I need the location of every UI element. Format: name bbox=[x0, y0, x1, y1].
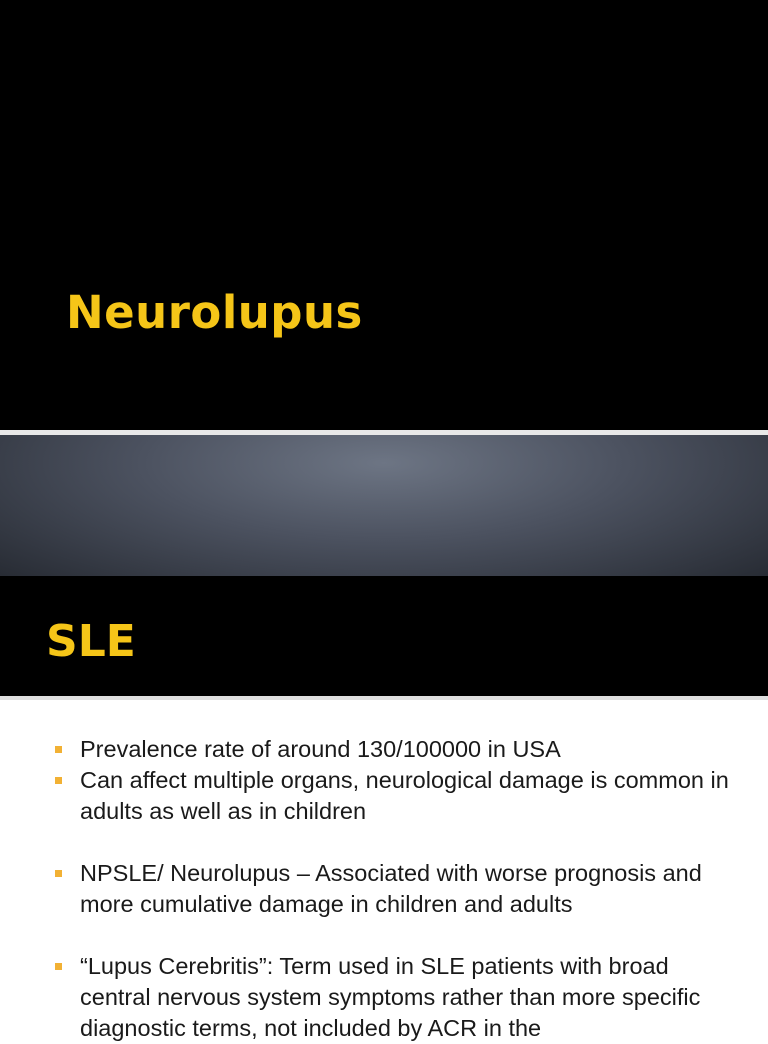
square-bullet-icon bbox=[55, 963, 62, 970]
content-slide-title: SLE bbox=[46, 616, 136, 667]
bullet-item bbox=[55, 858, 745, 920]
bullet-text: Can affect multiple organs, neurological damage is common in adults as well as in children bbox=[80, 767, 729, 824]
square-bullet-icon bbox=[55, 870, 62, 877]
slide-title: Neurolupus bbox=[66, 286, 363, 339]
bullet-list bbox=[55, 734, 745, 1044]
square-bullet-icon bbox=[55, 777, 62, 784]
gradient-band bbox=[0, 435, 768, 576]
bullet-text: NPSLE/ Neurolupus – Associated with worse prognosis and more cumulative damage in children and adults bbox=[80, 860, 702, 917]
bullet-item bbox=[55, 765, 745, 827]
content-slide-body bbox=[0, 700, 768, 1041]
bullet-item bbox=[55, 734, 745, 765]
bullet-text: Prevalence rate of around 130/100000 in USA bbox=[80, 736, 561, 762]
square-bullet-icon bbox=[55, 746, 62, 753]
bullet-text: “Lupus Cerebritis”: Term used in SLE patients with broad central nervous system symptoms rather than more specific diagnostic terms, not included by ACR in the bbox=[80, 953, 701, 1041]
bullet-item bbox=[55, 951, 745, 1044]
title-slide bbox=[0, 0, 768, 430]
